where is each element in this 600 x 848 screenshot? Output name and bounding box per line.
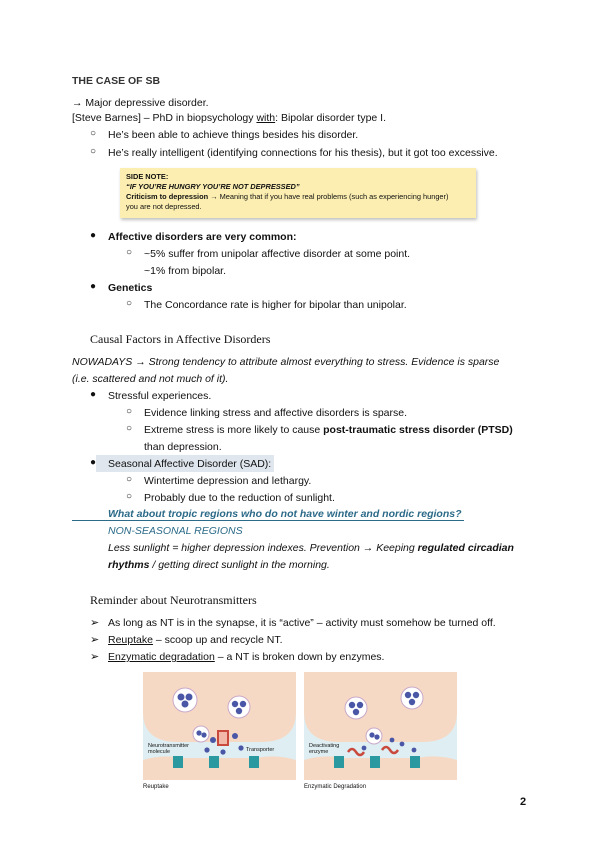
stress-sub-1: Evidence linking stress and affective disorders is sparse.: [144, 407, 408, 419]
circle-bullet-icon: ○: [126, 247, 133, 258]
neuro-item-3: Enzymatic degradation – a NT is broken down by enzymes.: [108, 651, 385, 663]
circle-bullet-icon: ○: [126, 491, 133, 502]
circle-bullet-icon: ○: [90, 146, 97, 157]
affective-heading: Affective disorders are very common:: [108, 231, 297, 243]
nowadays-line-2: (i.e. scattered and not much of it).: [72, 373, 229, 385]
filled-bullet-icon: ●: [90, 389, 97, 400]
arrow-bullet-icon: ➢: [90, 651, 100, 663]
circle-bullet-icon: ○: [126, 474, 133, 485]
neuro-item-1: As long as NT is in the synapse, it is “active” – activity must somehow be turned off.: [108, 617, 496, 629]
page-number: 2: [520, 796, 527, 808]
non-seasonal-label: NON-SEASONAL REGIONS: [108, 525, 243, 537]
nowadays-line-1: NOWADAYS → Strong tendency to attribute almost everything to stress. Evidence is sparse: [72, 356, 500, 368]
circle-bullet-icon: ○: [90, 128, 97, 139]
tropic-question: What about tropic regions who do not have winter and nordic regions?: [108, 508, 462, 520]
side-note-quote: “IF YOU’RE HUNGRY YOU’RE NOT DEPRESSED”: [126, 182, 300, 191]
arrow-bullet-icon: ➢: [90, 617, 100, 629]
sad-sub-1: Wintertime depression and lethargy.: [144, 475, 312, 487]
filled-bullet-icon: ●: [90, 457, 97, 468]
neurotransmitter-label: Neurotransmitter molecule: [148, 743, 189, 755]
enzyme-label: Deactivating enzyme: [309, 743, 340, 755]
circle-bullet-icon: ○: [126, 423, 133, 434]
sad-sub-2: Probably due to the reduction of sunlight.: [144, 492, 335, 504]
stress-sub-2-cont: than depression.: [144, 441, 222, 453]
sad-heading: Seasonal Affective Disorder (SAD):: [108, 458, 272, 470]
genetics-sub-1: The Concordance rate is higher for bipolar than unipolar.: [144, 299, 407, 311]
intro-sub-2: He’s really intelligent (identifying connections for his thesis), but it got too excessive.: [108, 147, 498, 159]
side-note-criticism-2: you are not depressed.: [126, 202, 202, 211]
affective-sub-2: ~1% from bipolar.: [144, 265, 227, 277]
intro-line-2: [Steve Barnes] – PhD in biopsychology with: Bipolar disorder type I.: [72, 112, 387, 124]
neuro-heading: Reminder about Neurotransmitters: [90, 593, 257, 607]
section-title: THE CASE OF SB: [72, 75, 161, 87]
reuptake-diagram: [143, 672, 296, 780]
affective-sub-1: ~5% suffer from unipolar affective disorder at some point.: [144, 248, 411, 260]
enzymatic-degradation-diagram: [304, 672, 457, 780]
neuro-item-2: Reuptake – scoop up and recycle NT.: [108, 634, 283, 646]
causal-heading: Causal Factors in Affective Disorders: [90, 332, 271, 346]
circle-bullet-icon: ○: [126, 298, 133, 309]
side-note-label: SIDE NOTE:: [126, 172, 169, 181]
stress-heading: Stressful experiences.: [108, 390, 212, 402]
stress-sub-2: Extreme stress is more likely to cause post-traumatic stress disorder (PTSD): [144, 424, 513, 436]
circle-bullet-icon: ○: [126, 406, 133, 417]
intro-sub-1: He’s been able to achieve things besides his disorder.: [108, 129, 359, 141]
genetics-heading: Genetics: [108, 282, 153, 294]
filled-bullet-icon: ●: [90, 230, 97, 241]
less-sunlight-line-2: rhythms / getting direct sunlight in the morning.: [108, 559, 330, 571]
enzymatic-caption: Enzymatic Degradation: [304, 784, 367, 790]
arrow-bullet-icon: ➢: [90, 634, 100, 646]
transporter-label: Transporter: [246, 747, 275, 753]
filled-bullet-icon: ●: [90, 281, 97, 292]
side-note-criticism: Criticism to depression → Meaning that if you have real problems (such as experiencing hunger): [126, 192, 449, 201]
less-sunlight-line-1: Less sunlight = higher depression indexes. Prevention → Keeping regulated circadian: [108, 542, 514, 554]
reuptake-caption: Reuptake: [143, 784, 169, 790]
intro-line-1: → Major depressive disorder.: [72, 97, 209, 109]
side-note-box: [120, 168, 476, 218]
